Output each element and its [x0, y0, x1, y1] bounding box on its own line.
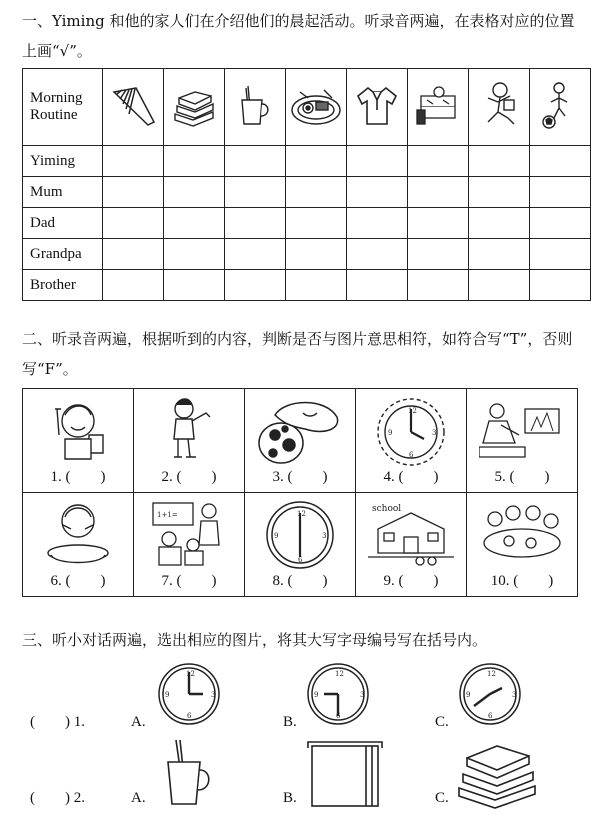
tf-label: 10. ( ) [490, 573, 554, 589]
check-cell[interactable] [408, 239, 469, 270]
section2-heading: 二、听录音两遍，根据听到的内容，判断是否与图片意思相符，如符合写“T”，否则写“F”。 [22, 330, 573, 378]
comb-icon [103, 69, 164, 146]
check-cell[interactable] [164, 239, 225, 270]
svg-text:6: 6 [187, 712, 192, 720]
check-cell[interactable] [225, 146, 286, 177]
option-label: C. [435, 714, 449, 730]
row-label: Grandpa [23, 239, 103, 270]
shirt-icon [347, 69, 408, 146]
check-cell[interactable] [408, 270, 469, 301]
check-cell[interactable] [347, 270, 408, 301]
tf-item [23, 389, 134, 493]
check-cell[interactable] [225, 208, 286, 239]
check-cell[interactable] [408, 208, 469, 239]
svg-text:12: 12 [297, 510, 306, 518]
check-cell[interactable] [103, 270, 164, 301]
tf-label: 3. ( ) [272, 469, 328, 485]
check-cell[interactable] [469, 239, 530, 270]
running-boy-icon [469, 69, 530, 146]
check-cell[interactable] [530, 146, 591, 177]
tf-label: 5. ( ) [494, 469, 550, 485]
question-number: ( ) 1. [30, 714, 85, 730]
football-icon [530, 69, 591, 146]
svg-text:12: 12 [487, 670, 496, 678]
toothbrush-cup-icon [225, 69, 286, 146]
tf-item [245, 389, 356, 493]
option-label: B. [283, 790, 297, 806]
tf-label: 1. ( ) [50, 469, 106, 485]
check-cell[interactable] [164, 270, 225, 301]
check-cell[interactable] [469, 208, 530, 239]
boy-getting-dressed-icon [154, 395, 224, 465]
check-cell[interactable] [286, 270, 347, 301]
classroom-icon [149, 499, 229, 571]
option-label: C. [435, 790, 449, 806]
clock-icon [264, 499, 336, 571]
tf-label: 2. ( ) [161, 469, 217, 485]
svg-text:3: 3 [360, 691, 365, 699]
tf-label: 9. ( ) [383, 573, 439, 589]
check-cell[interactable] [286, 177, 347, 208]
washing-face-icon [41, 499, 115, 569]
check-cell[interactable] [469, 270, 530, 301]
svg-text:1+1=: 1+1= [157, 511, 178, 519]
check-cell[interactable] [103, 208, 164, 239]
svg-text:6: 6 [409, 451, 414, 459]
option-label: B. [283, 714, 297, 730]
row-label: Yiming [23, 146, 103, 177]
check-cell[interactable] [408, 146, 469, 177]
check-cell[interactable] [164, 177, 225, 208]
tf-item [23, 493, 134, 597]
check-cell[interactable] [408, 177, 469, 208]
svg-text:3: 3 [211, 691, 216, 699]
check-cell[interactable] [103, 239, 164, 270]
tf-label: 7. ( ) [161, 573, 217, 589]
towel-icon [308, 742, 382, 806]
check-cell[interactable] [164, 208, 225, 239]
check-cell[interactable] [286, 146, 347, 177]
breakfast-icon [286, 69, 347, 146]
option-label: A. [131, 714, 146, 730]
check-cell[interactable] [469, 146, 530, 177]
svg-text:12: 12 [335, 670, 344, 678]
check-cell[interactable] [164, 146, 225, 177]
svg-text:3: 3 [322, 532, 327, 540]
check-cell[interactable] [225, 270, 286, 301]
clock-icon [157, 660, 221, 728]
check-cell[interactable] [347, 177, 408, 208]
check-cell[interactable] [286, 208, 347, 239]
check-cell[interactable] [103, 177, 164, 208]
tf-label: 4. ( ) [383, 469, 439, 485]
family-dinner-icon [479, 499, 565, 571]
svg-text:12: 12 [408, 407, 417, 415]
check-cell[interactable] [347, 239, 408, 270]
section3-heading: 三、听小对话两遍，选出相应的图片，将其大写字母编号写在括号内。 [22, 631, 488, 649]
svg-text:6: 6 [488, 712, 493, 720]
tf-item [467, 389, 578, 493]
bed-icon [408, 69, 469, 146]
svg-text:9: 9 [274, 532, 279, 540]
clock-icon [374, 395, 448, 469]
tf-item [134, 493, 245, 597]
question-number: ( ) 2. [30, 790, 85, 806]
tf-item [245, 493, 356, 597]
girl-sleeping-icon [255, 395, 345, 469]
books-icon [455, 738, 539, 810]
option-label: A. [131, 790, 146, 806]
check-cell[interactable] [225, 177, 286, 208]
tf-item [356, 389, 467, 493]
check-cell[interactable] [530, 239, 591, 270]
check-cell[interactable] [347, 146, 408, 177]
books-icon [164, 69, 225, 146]
row-label: Dad [23, 208, 103, 239]
check-cell[interactable] [286, 239, 347, 270]
clock-icon [458, 660, 522, 728]
svg-text:6: 6 [336, 712, 341, 720]
brushing-teeth-icon [43, 395, 113, 465]
check-cell[interactable] [530, 270, 591, 301]
header-label: Morning Routine [23, 69, 103, 146]
svg-text:3: 3 [432, 429, 437, 437]
school-building-icon [368, 499, 454, 571]
tf-label: 8. ( ) [272, 573, 328, 589]
check-cell[interactable] [530, 208, 591, 239]
clock-icon [306, 660, 370, 728]
svg-text:12: 12 [186, 670, 195, 678]
check-cell[interactable] [469, 177, 530, 208]
check-cell[interactable] [103, 146, 164, 177]
svg-text:6: 6 [298, 556, 303, 564]
true-false-table [22, 388, 578, 597]
svg-text:9: 9 [388, 429, 393, 437]
svg-text:9: 9 [314, 691, 319, 699]
check-cell[interactable] [225, 239, 286, 270]
tf-item [467, 493, 578, 597]
tf-item [134, 389, 245, 493]
toothbrush-cup-icon [160, 738, 214, 808]
row-label: Mum [23, 177, 103, 208]
morning-routine-table [22, 68, 591, 301]
tf-item [356, 493, 467, 597]
check-cell[interactable] [347, 208, 408, 239]
check-cell[interactable] [530, 177, 591, 208]
tf-label: 6. ( ) [50, 573, 106, 589]
svg-text:9: 9 [165, 691, 170, 699]
svg-text:3: 3 [512, 691, 517, 699]
section1-heading: 一、Yiming 和他的家人们在介绍他们的晨起活动。听录音两遍，在表格对应的位置上画“√”。 [22, 12, 575, 60]
watching-tv-icon [479, 395, 565, 465]
row-label: Brother [23, 270, 103, 301]
svg-text:9: 9 [466, 691, 471, 699]
school-sign: school [372, 504, 402, 514]
